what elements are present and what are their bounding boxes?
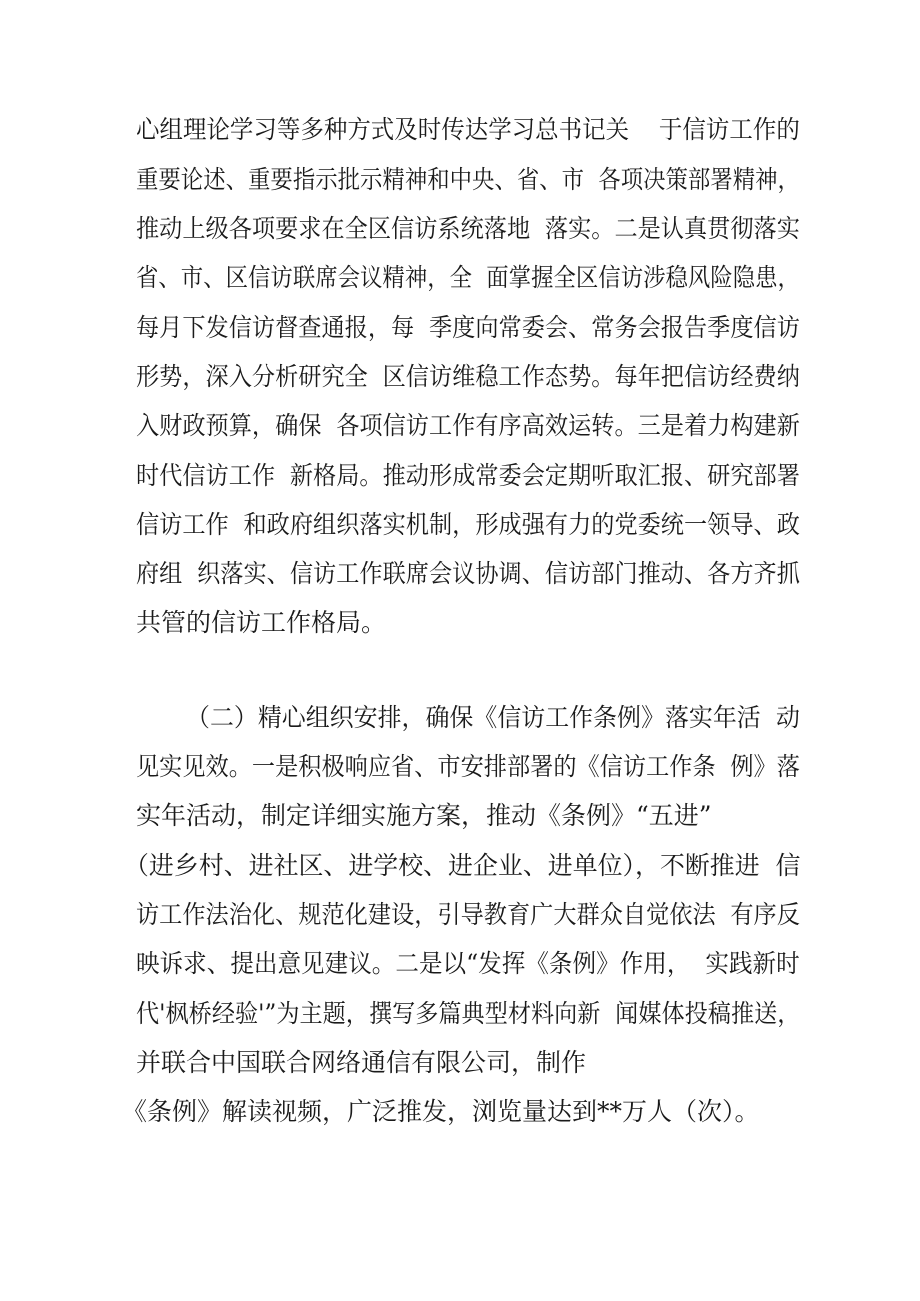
- text-line: 映诉求、提出意见建议。二是以“发挥《条例》作用， 实践新时: [136, 949, 800, 978]
- text-line: （进乡村、进社区、进学校、进企业、进单位），不断推进 信: [124, 851, 801, 880]
- text-line: 代'枫桥经验'”为主题，撰写多篇典型材料向新 闻媒体投稿推送，: [136, 999, 801, 1028]
- text-line: 府组 织落实、信访工作联席会议协调、信访部门推动、各方齐抓: [136, 559, 800, 588]
- text-line: 入财政预算，确保 各项信访工作有序高效运转。三是着力构建新: [136, 411, 800, 440]
- text-line: 重要论述、重要指示批示精神和中央、省、市 各项决策部署精神，: [136, 165, 800, 194]
- text-line: 访工作法治化、规范化建设，引导教育广大群众自觉依法 有序反: [136, 900, 800, 929]
- text-line: 见实见效。一是积极响应省、市安排部署的《信访工作条 例》落: [136, 752, 800, 781]
- text-line: 信访工作 和政府组织落实机制，形成强有力的党委统一领导、政: [136, 510, 800, 539]
- text-line: 心组理论学习等多种方式及时传达学习总书记关 于信访工作的: [136, 115, 800, 144]
- text-line: 共管的信访工作格局。: [136, 608, 387, 637]
- text-line: 并联合中国联合网络通信有限公司，制作: [136, 1048, 587, 1077]
- text-line: （二）精心组织安排，确保《信访工作条例》落实年活 动: [186, 703, 800, 732]
- text-line: 推动上级各项要求在全区信访系统落地 落实。二是认真贯彻落实: [136, 214, 800, 243]
- text-line: 每月下发信访督查通报，每 季度向常委会、常务会报告季度信访: [136, 313, 800, 342]
- text-line: 省、市、区信访联席会议精神，全 面掌握全区信访涉稳风险隐患，: [136, 263, 800, 292]
- text-line: 形势，深入分析研究全 区信访维稳工作态势。每年把信访经费纳: [136, 362, 800, 391]
- text-line: 时代信访工作 新格局。推动形成常委会定期听取汇报、研究部署: [136, 461, 800, 490]
- text-line: 实年活动，制定详细实施方案，推动《条例》“五进”: [136, 801, 712, 830]
- text-line: 《条例》解读视频，广泛推发，浏览量达到**万人（次）。: [122, 1097, 760, 1126]
